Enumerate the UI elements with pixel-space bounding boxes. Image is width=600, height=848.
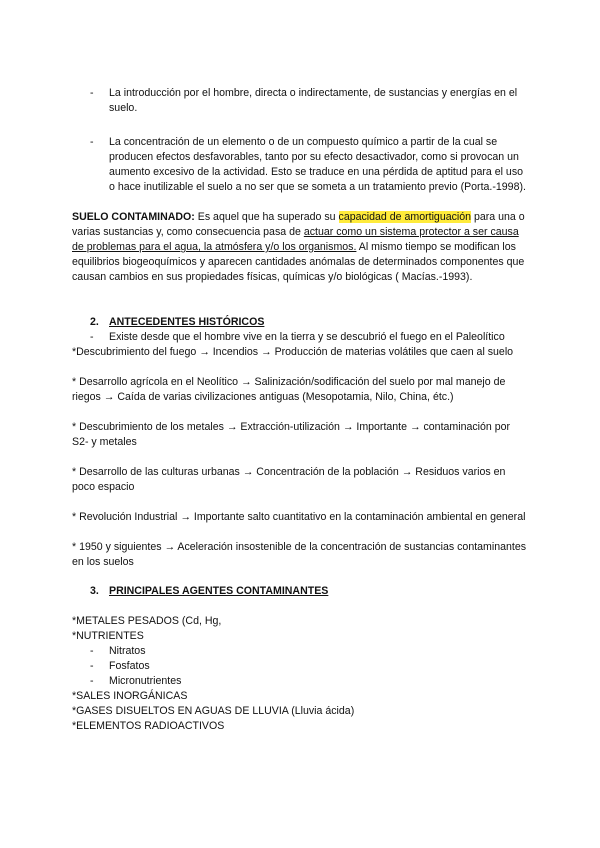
dash-bullet: - [90,660,94,672]
history-entry: * 1950 y siguientes → Aceleración insostenible de la concentración de sustancias contaminantes en los suelos [72,541,527,568]
section2-dash-item [72,330,528,345]
underlined-text: actuar como un sistema protector a ser causa de problemas para el agua, la atmósfera y/o los organismos. [72,226,519,253]
intro-item-1 [72,86,528,116]
nutrient-subitem [72,644,528,659]
definition-text-1: Es aquel que ha superado su [194,211,339,223]
nutrient-subitem-text: Micronutrientes [109,675,182,687]
nutrient-subitem [72,674,528,689]
definition-term: SUELO CONTAMINADO: [72,211,195,223]
history-entry: * Revolución Industrial → Importante salto cuantitativo en la contaminación ambiental en general [72,511,526,523]
section2-dash-text: Existe desde que el hombre vive en la tierra y se descubrió el fuego en el Paleolítico [109,331,505,343]
agent-item: *ELEMENTOS RADIOACTIVOS [72,720,225,732]
history-entry: *Descubrimiento del fuego → Incendios → Producción de materias volátiles que caen al suelo [72,346,514,358]
history-entry: * Desarrollo de las culturas urbanas → Concentración de la población → Residuos varios en poco espacio [72,466,506,493]
section-title: PRINCIPALES AGENTES CONTAMINANTES [109,585,329,597]
section-number: 2. [90,316,99,328]
history-entry: * Desarrollo agrícola en el Neolítico → Salinización/sodificación del suelo por mal manejo de riegos → Caída de varias civilizaciones antiguas (Mesopotamia, Nilo, China, étc.) [72,376,506,403]
dash-bullet: - [90,87,94,99]
nutrient-subitem [72,659,528,674]
dash-bullet: - [90,136,94,148]
agent-item: *SALES INORGÁNICAS [72,690,188,702]
nutrient-subitem-text: Fosfatos [109,660,150,672]
section-heading-2 [72,315,528,330]
intro-item-text: La concentración de un elemento o de un compuesto químico a partir de la cual se producen efectos desfavorables, tanto por su efecto desactivador, como si provocan un aumento excesivo de la actividad. Esto se traduce en una pérdida de aptitud para el uso o hace inutilizable el suelo a no ser que se someta a un tratamiento previo (Porta.-1998). [109,136,526,193]
dash-bullet: - [90,645,94,657]
definition-text-3: Al mismo tiempo se modifican los equilibrios biogeoquímicos y aparecen cantidades anómalas de determinados componentes que causan cambios en sus propiedades físicas, químicas y/o biológicas ( Macías.-1993). [72,241,525,283]
agent-item: *NUTRIENTES [72,630,144,642]
section-heading-3 [72,584,528,599]
definition-text-2: para una o varias sustancias y, como consecuencia pasa de [72,211,525,238]
dash-bullet: - [90,331,94,343]
nutrient-subitem-text: Nitratos [109,645,146,657]
history-entry: * Descubrimiento de los metales → Extracción-utilización → Importante → contaminación por S2- y metales [72,421,511,448]
document-content [72,86,528,734]
agent-item: *METALES PESADOS (Cd, Hg, [72,615,222,627]
dash-bullet: - [90,675,94,687]
definition-paragraph [72,210,528,285]
highlighted-text: capacidad de amortiguación [338,211,472,223]
intro-item-text: La introducción por el hombre, directa o indirectamente, de sustancias y energías en el suelo. [109,87,518,114]
agent-item: *GASES DISUELTOS EN AGUAS DE LLUVIA (Lluvia ácida) [72,705,355,717]
section-number: 3. [90,585,99,597]
intro-item-2 [72,135,528,195]
section-title: ANTECEDENTES HISTÓRICOS [109,316,265,328]
